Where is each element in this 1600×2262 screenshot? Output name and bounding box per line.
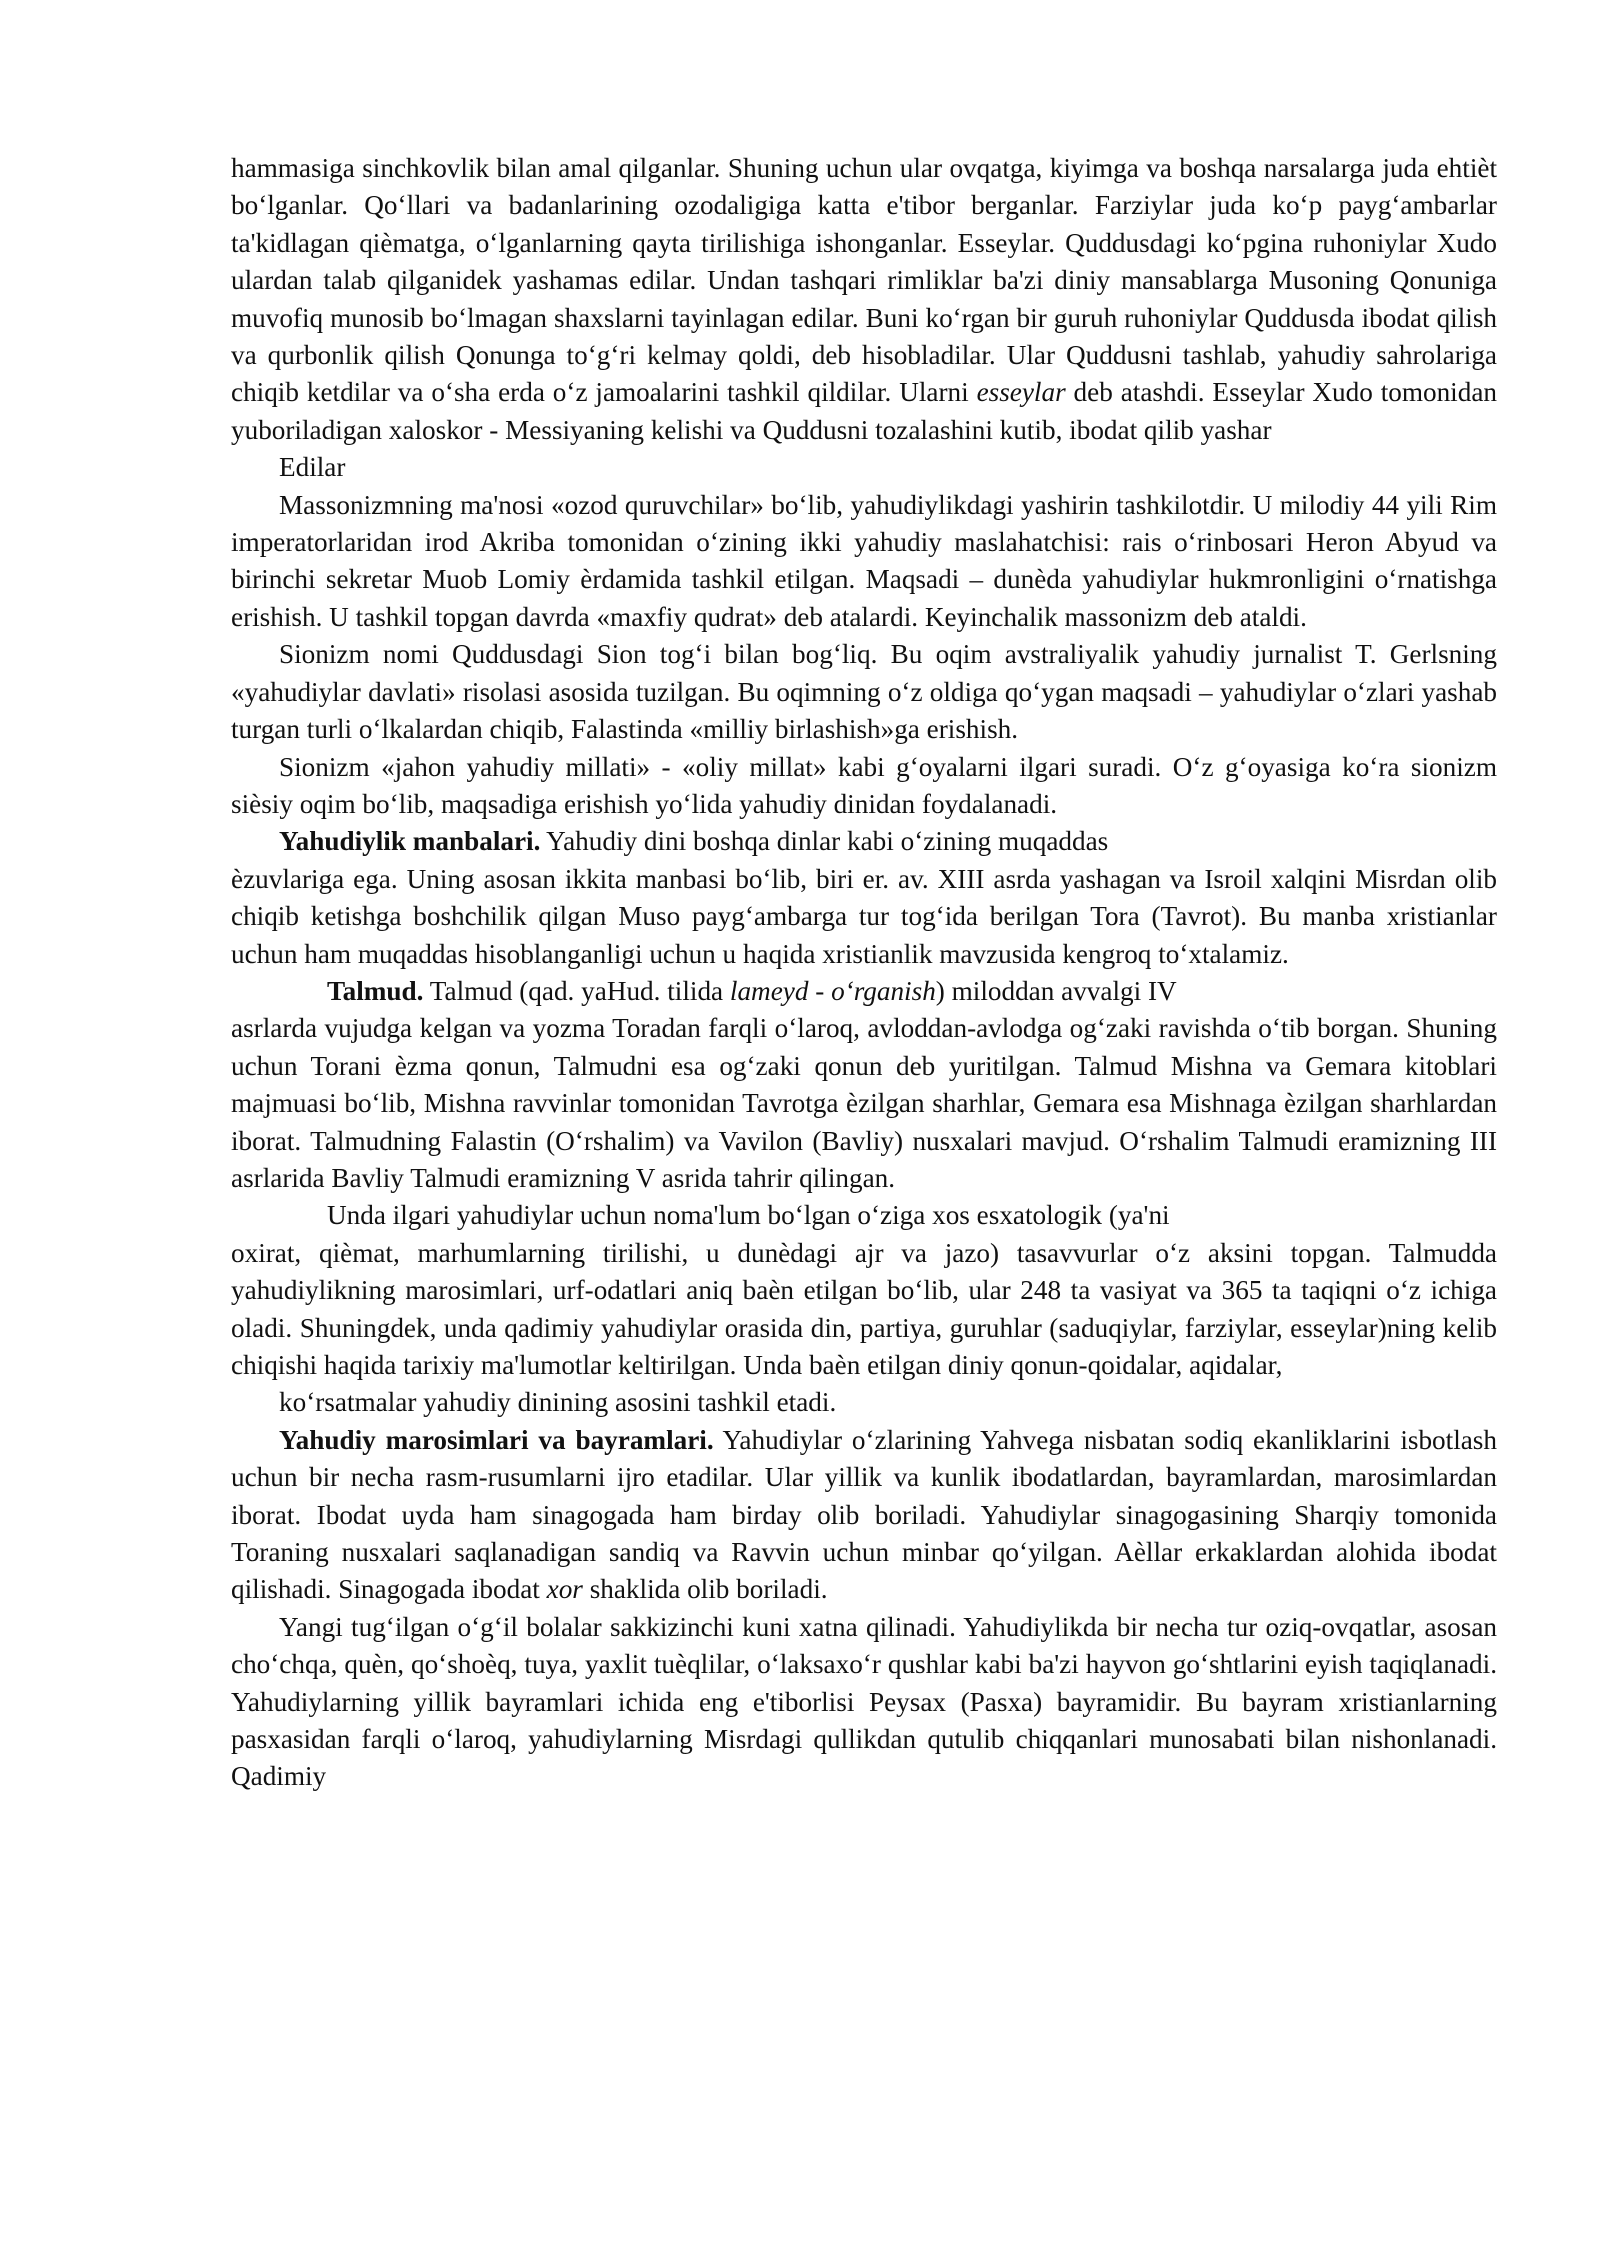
italic-term: xor [546,1574,583,1605]
body-text: Talmud (qad. yaHud. tilida [423,975,730,1006]
body-text: shaklida olib boriladi. [582,1574,828,1605]
paragraph-eschatology-body: oxirat, qièmat, marhumlarning tirilishi, u dunèdagi ajr va jazo) tasavvurlar o‘z aksini topgan. Talmudda yahudiylikning marosimlari, urf-odatlari aniq baèn etilgan bo‘lib, ular 248 ta vasiyat va 365 ta taqiqni o‘z ichiga oladi. Shuningdek, unda qadimiy yahudiylar orasida din, partiya, guruhlar (saduqiylar, farziylar, esseylar)ning kelib chiqishi haqida tarixiy ma'lumotlar keltirilgan. Unda baèn etilgan diniy qonun-qoidalar, aqidalar, [231,1237,1497,1380]
paragraph-eschatology-first-line: Unda ilgari yahudiylar uchun noma'lum bo‘lgan o‘ziga xos esxatologik (ya'ni [327,1200,1170,1231]
paragraph-talmud-body: asrlarda vujudga kelgan va yozma Toradan farqli o‘laroq, avloddan-avlodga og‘zaki ravishda o‘tib borgan. Shuning uchun Torani èzma qonun, Talmudni esa og‘zaki qonun deb yuritilgan. Talmud Mishna va Gemara kitoblari majmuasi bo‘lib, Mishna ravvinlar tomonidan Tavrotga èzilgan sharhlar, Gemara esa Mishnaga èzilgan sharhlardan iborat. Talmudning Falastin (O‘rshalim) va Vavilon (Bavliy) nusxalari mavjud. O‘rshalim Talmudi eramizning III asrlarida Bavliy Talmudi eramizning V asrida tahrir qilingan. [231,1013,1497,1193]
paragraph-sources-first-line [231,823,1497,860]
section-heading: Yahudiylik manbalari. [279,826,541,857]
paragraph-zionism-ideas: Sionizm «jahon yahudiy millati» - «oliy millat» kabi g‘oyalarni ilgari suradi. O‘z g‘oyasiga ko‘ra sionizm sièsiy oqim bo‘lib, maqsadiga erishish yo‘lida yahudiy dinidan foydalanadi. [231,751,1497,819]
body-text: Yahudiylar o‘zlarining Yahvega nisbatan sodiq ekanliklarini isbotlash uchun bir necha rasm-rusumlarni ijro etadilar. Ular yillik va kunlik ibodatlardan, bayramlardan, marosimlardan iborat. Ibodat uyda ham sinagogada ham birday olib boriladi. Yahudiylar sinagogasining Sharqiy tomonida Toraning nusxalari saqlanadigan sandiq va Ravvin uchun minbar qo‘yilgan. Aèllar erkaklardan alohida ibodat qilishadi. Sinagogada ibodat [231,1424,1497,1605]
section-heading: Talmud. [327,975,424,1006]
paragraph-edilar: Edilar [279,452,346,483]
paragraph-masonry: Massonizmning ma'nosi «ozod quruvchilar» bo‘lib, yahudiylikdagi yashirin tashkilotdir. U milodiy 44 yili Rim imperatorlaridan irod Akriba tomonidan o‘zining ikki yahudiy maslahatchisi: rais o‘rinbosari Heron Abyud va birinchi sekretar Muob Lomiy èrdamida tashkil etilgan. Maqsadi – dunèda yahudiylar hukmronligini o‘rnatishga erishish. U tashkil topgan davrda «maxfiy qudrat» deb atalardi. Keyinchalik massonizm deb ataldi. [231,489,1497,632]
paragraph-sources-body: èzuvlariga ega. Uning asosan ikkita manbasi bo‘lib, biri er. av. XIII asrda yashagan va Isroil xalqini Misrdan olib chiqib ketishga boshchilik qilgan Muso payg‘ambarga tur tog‘ida berilgan Tora (Tavrot). Bu manba xristianlar uchun ham muqaddas hisoblanganligi uchun u haqida xristianlik mavzusida kengroq to‘xtalamiz. [231,863,1497,969]
body-text: deb atashdi. Esseylar Xudo tomonidan yuboriladigan xaloskor - Messiyaning kelishi va Quddusni tozalashini kutib, ibodat qilib yashar [231,377,1497,445]
paragraph-talmud-first-line [231,973,1497,1010]
paragraph-rituals [231,1422,1497,1609]
paragraph-instructions: ko‘rsatmalar yahudiy dinining asosini tashkil etadi. [279,1387,837,1418]
italic-term: esseylar [976,377,1066,408]
paragraph-zionism-origin: Sionizm nomi Quddusdagi Sion tog‘i bilan bog‘liq. Bu oqim avstraliyalik yahudiy jurnalist T. Gerlsning «yahudiylar davlati» risolasi asosida tuzilgan. Bu oqimning o‘z oldiga qo‘ygan maqsadi – yahudiylar o‘zlari yashab turgan turli o‘lkalardan chiqib, Falastinda «milliy birlashish»ga erishish. [231,639,1497,745]
paragraph-pharisees-essenes [231,150,1497,449]
document-page [231,150,1497,1796]
body-text: Yahudiy dini boshqa dinlar kabi o‘zining muqaddas [540,826,1109,857]
italic-term: lameyd - o‘rganish [729,975,936,1006]
body-text: ) miloddan avvalgi IV [935,975,1177,1006]
section-heading: Yahudiy marosimlari va bayramlari. [279,1424,714,1455]
paragraph-customs: Yangi tug‘ilgan o‘g‘il bolalar sakkizinchi kuni xatna qilinadi. Yahudiylikda bir necha tur oziq-ovqatlar, asosan cho‘chqa, quèn, qo‘shoèq, tuya, yaxlit tuèqlilar, o‘laksaxo‘r qushlar kabi ba'zi hayvon go‘shtlarini eyish taqiqlanadi. Yahudiylarning yillik bayramlari ichida eng e'tiborlisi Peysax (Pasxa) bayramidir. Bu bayram xristianlarning pasxasidan farqli o‘laroq, yahudiylarning Misrdagi qullikdan qutulib chiqqanlari munosabati bilan nishonlanadi. Qadimiy [231,1611,1497,1792]
body-text: hammasiga sinchkovlik bilan amal qilganlar. Shuning uchun ular ovqatga, kiyimga va boshqa narsalarga juda ehtièt bo‘lganlar. Qo‘llari va badanlarining ozodaligiga katta e'tibor berganlar. Farziylar juda ko‘p payg‘ambarlar ta'kidlagan qièmatga, o‘lganlarning qayta tirilishiga ishonganlar. Esseylar. Quddusdagi ko‘pgina ruhoniylar Xudo ulardan talab qilganidek yashamas edilar. Undan tashqari rimliklar ba'zi diniy mansablarga Musoning Qonuniga muvofiq munosib bo‘lmagan shaxslarni tayinlagan edilar. Buni ko‘rgan bir guruh ruhoniylar Quddusda ibodat qilish va qurbonlik qilish Qonunga to‘g‘ri kelmay qoldi, deb hisobladilar. Ular Quddusni tashlab, yahudiy sahrolariga chiqib ketdilar va o‘sha erda o‘z jamoalarini tashkil qildilar. Ularni [231,153,1497,408]
